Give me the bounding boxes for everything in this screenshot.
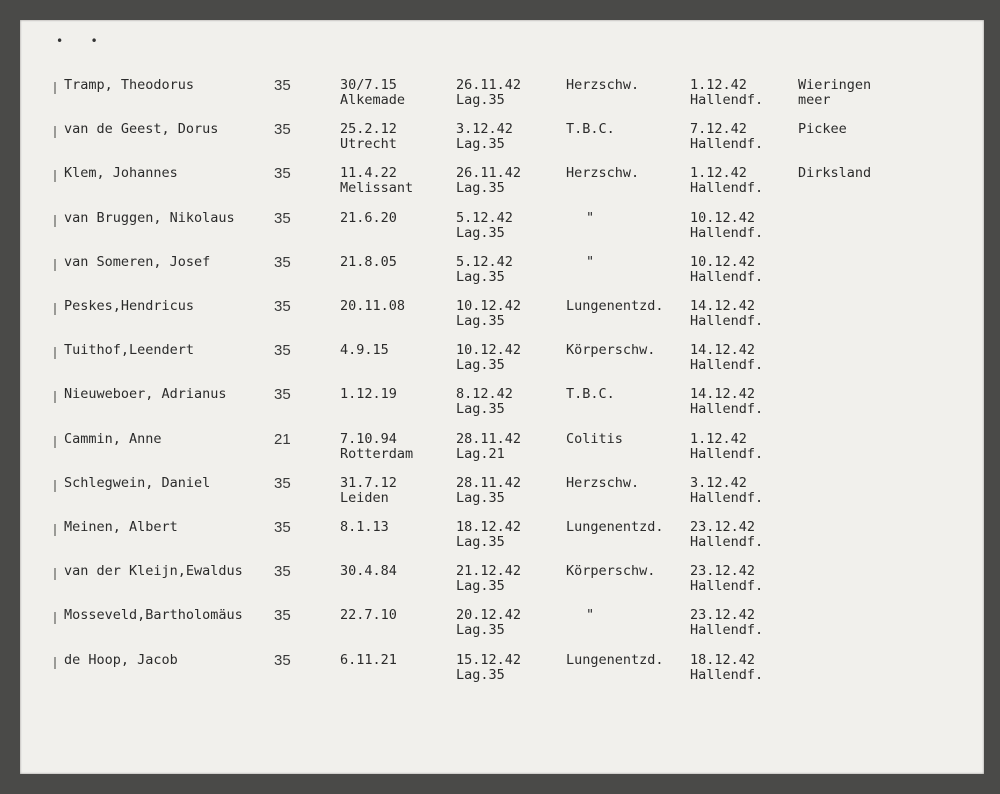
birth-date: 1.12.19 <box>340 386 397 403</box>
cause-of-death: Lungenentzd. <box>566 519 664 535</box>
birth-date-cell <box>340 255 397 270</box>
death-date: 1.12.42 <box>690 430 747 447</box>
cause-of-death-cell <box>566 255 594 270</box>
birth-date: 30.4.84 <box>340 563 397 580</box>
camp-number: Lag.35 <box>456 534 505 550</box>
age-cell <box>274 343 291 358</box>
birth-place: Utrecht <box>340 136 397 153</box>
death-date-cell <box>690 387 763 417</box>
admission-date-cell <box>456 608 521 638</box>
cause-of-death-cell <box>566 432 623 447</box>
margin-mark <box>54 480 56 492</box>
death-date: 1.12.42 <box>690 165 747 182</box>
admission-date: 20.12.42 <box>456 607 522 624</box>
person-name: Klem, Johannes <box>64 165 178 182</box>
cause-of-death-cell <box>566 78 639 93</box>
camp-number: Lag.35 <box>456 136 505 153</box>
admission-date-cell <box>456 653 521 683</box>
cause-of-death: Herzschw. <box>566 474 640 491</box>
cause-of-death: T.B.C. <box>566 121 615 138</box>
person-name-cell <box>64 211 235 226</box>
birth-date: 22.7.10 <box>340 607 397 624</box>
admission-date: 15.12.42 <box>456 651 522 668</box>
admission-date: 5.12.42 <box>456 209 513 226</box>
age-cell <box>274 432 291 447</box>
person-name-cell <box>64 255 210 270</box>
age-cell <box>274 520 291 535</box>
death-date-cell <box>690 520 763 550</box>
person-name-cell <box>64 166 178 181</box>
person-name: Meinen, Albert <box>64 519 178 535</box>
margin-mark <box>54 347 56 359</box>
person-name: Tuithof,Leendert <box>64 342 195 359</box>
register-row <box>20 343 984 387</box>
admission-date: 18.12.42 <box>456 519 522 535</box>
death-location: Hallendf. <box>690 622 764 639</box>
age: 35 <box>274 563 291 581</box>
margin-mark <box>54 259 56 271</box>
death-date: 10.12.42 <box>690 253 756 270</box>
birth-date-cell <box>340 653 397 668</box>
camp-number: Lag.35 <box>456 313 505 329</box>
death-location: Hallendf. <box>690 445 764 462</box>
register-row <box>20 564 984 608</box>
death-location: Hallendf. <box>690 180 764 197</box>
birth-date-cell <box>340 211 397 226</box>
birth-date: 4.9.15 <box>340 342 389 359</box>
home-place-cell <box>798 78 871 108</box>
death-location: Hallendf. <box>690 268 764 285</box>
cause-of-death: Körperschw. <box>566 342 656 359</box>
admission-date: 10.12.42 <box>456 342 522 359</box>
birth-date: 6.11.21 <box>340 651 397 668</box>
birth-date: 11.4.22 <box>340 165 397 182</box>
birth-date-cell <box>340 476 397 506</box>
camp-number: Lag.35 <box>456 489 505 506</box>
person-name-cell <box>64 564 243 579</box>
person-name-cell <box>64 299 194 314</box>
person-name: de Hoop, Jacob <box>64 651 178 668</box>
person-name-cell <box>64 520 178 535</box>
age: 35 <box>274 77 291 94</box>
margin-mark <box>54 568 56 580</box>
death-date-cell <box>690 653 763 683</box>
birth-date-cell <box>340 564 397 579</box>
age: 35 <box>274 253 291 271</box>
cause-of-death-cell <box>566 608 594 623</box>
person-name-cell <box>64 476 210 491</box>
admission-date-cell <box>456 387 513 417</box>
register-row <box>20 166 984 210</box>
death-date-cell <box>690 122 763 152</box>
margin-mark <box>54 126 56 138</box>
death-location: Hallendf. <box>690 489 764 506</box>
birth-place: Alkemade <box>340 92 406 108</box>
cause-of-death: Herzschw. <box>566 165 640 182</box>
death-date-cell <box>690 211 763 241</box>
age-cell <box>274 564 291 579</box>
death-date: 14.12.42 <box>690 386 756 403</box>
birth-date: 20.11.08 <box>340 298 406 314</box>
death-date-cell <box>690 255 763 285</box>
death-location: Hallendf. <box>690 92 764 108</box>
camp-number: Lag.35 <box>456 578 505 595</box>
age: 21 <box>274 430 291 448</box>
birth-date-cell <box>340 343 389 358</box>
death-date-cell <box>690 608 763 638</box>
person-name-cell <box>64 343 194 358</box>
margin-mark <box>54 215 56 227</box>
age: 35 <box>274 121 291 139</box>
cause-of-death: Colitis <box>566 430 623 447</box>
header-marks: • • <box>56 34 108 48</box>
cause-of-death: " <box>586 209 595 226</box>
camp-number: Lag.35 <box>456 268 505 285</box>
margin-mark <box>54 82 56 94</box>
person-name-cell <box>64 653 178 668</box>
birth-date: 8.1.13 <box>340 519 389 535</box>
death-location: Hallendf. <box>690 666 764 683</box>
death-date-cell <box>690 343 763 373</box>
birth-place: Rotterdam <box>340 445 414 462</box>
admission-date: 21.12.42 <box>456 563 522 580</box>
death-location: Hallendf. <box>690 401 764 418</box>
admission-date-cell <box>456 520 521 550</box>
age: 35 <box>274 386 291 404</box>
camp-number: Lag.35 <box>456 666 505 683</box>
admission-date: 28.11.42 <box>456 474 522 491</box>
age-cell <box>274 653 291 668</box>
cause-of-death-cell <box>566 564 655 579</box>
person-name-cell <box>64 608 243 623</box>
death-date: 23.12.42 <box>690 607 756 624</box>
death-date: 23.12.42 <box>690 563 756 580</box>
death-date: 18.12.42 <box>690 651 756 668</box>
margin-mark <box>54 436 56 448</box>
register-row <box>20 432 984 476</box>
age: 35 <box>274 651 291 669</box>
birth-date-cell <box>340 78 405 108</box>
register-row <box>20 653 984 697</box>
cause-of-death: Körperschw. <box>566 563 656 580</box>
age-cell <box>274 299 291 314</box>
margin-mark <box>54 524 56 536</box>
person-name: van Bruggen, Nikolaus <box>64 209 235 226</box>
admission-date-cell <box>456 343 521 373</box>
birth-date: 30/7.15 <box>340 77 397 93</box>
register-row <box>20 608 984 652</box>
death-date: 23.12.42 <box>690 519 756 535</box>
birth-place: Melissant <box>340 180 414 197</box>
birth-date-cell <box>340 608 397 623</box>
camp-number: Lag.35 <box>456 224 505 241</box>
age-cell <box>274 122 291 137</box>
birth-date-cell <box>340 520 389 535</box>
death-date-cell <box>690 432 763 462</box>
cause-of-death: Herzschw. <box>566 77 640 93</box>
admission-date-cell <box>456 122 513 152</box>
cause-of-death-cell <box>566 476 639 491</box>
cause-of-death-cell <box>566 387 615 402</box>
register-row <box>20 476 984 520</box>
cause-of-death: Lungenentzd. <box>566 298 664 314</box>
death-date-cell <box>690 78 763 108</box>
age-cell <box>274 166 291 181</box>
age: 35 <box>274 165 291 183</box>
person-name: van de Geest, Dorus <box>64 121 219 138</box>
death-date: 1.12.42 <box>690 77 747 93</box>
cause-of-death: Lungenentzd. <box>566 651 664 668</box>
age: 35 <box>274 342 291 360</box>
register-row <box>20 299 984 343</box>
person-name: Mosseveld,Bartholomäus <box>64 607 243 624</box>
admission-date: 26.11.42 <box>456 165 522 182</box>
document-page <box>20 20 984 774</box>
register-row <box>20 122 984 166</box>
camp-number: Lag.35 <box>456 92 505 108</box>
admission-date: 8.12.42 <box>456 386 513 403</box>
cause-of-death-cell <box>566 166 639 181</box>
admission-date-cell <box>456 299 521 329</box>
register-row <box>20 387 984 431</box>
birth-date: 31.7.12 <box>340 474 397 491</box>
person-name: Nieuweboer, Adrianus <box>64 386 227 403</box>
person-name-cell <box>64 387 227 402</box>
admission-date-cell <box>456 78 521 108</box>
death-location: Hallendf. <box>690 357 764 374</box>
cause-of-death: T.B.C. <box>566 386 615 403</box>
register-row <box>20 211 984 255</box>
admission-date-cell <box>456 476 521 506</box>
age: 35 <box>274 298 291 315</box>
death-date: 14.12.42 <box>690 298 756 314</box>
death-location: Hallendf. <box>690 313 764 329</box>
age-cell <box>274 255 291 270</box>
person-name: van Someren, Josef <box>64 253 211 270</box>
person-name: Peskes,Hendricus <box>64 298 195 314</box>
home-place-cell <box>798 122 847 137</box>
home-place: Wieringen <box>798 77 872 93</box>
death-date: 14.12.42 <box>690 342 756 359</box>
person-name-cell <box>64 432 162 447</box>
birth-date: 7.10.94 <box>340 430 397 447</box>
register-row <box>20 255 984 299</box>
death-location: Hallendf. <box>690 136 764 153</box>
death-date: 3.12.42 <box>690 474 747 491</box>
admission-date: 3.12.42 <box>456 121 513 138</box>
death-location: Hallendf. <box>690 578 764 595</box>
admission-date-cell <box>456 255 513 285</box>
cause-of-death-cell <box>566 211 594 226</box>
admission-date-cell <box>456 211 513 241</box>
death-date: 10.12.42 <box>690 209 756 226</box>
camp-number: Lag.21 <box>456 445 505 462</box>
death-date-cell <box>690 166 763 196</box>
admission-date: 5.12.42 <box>456 253 513 270</box>
age-cell <box>274 78 291 93</box>
register-row <box>20 520 984 564</box>
cause-of-death: " <box>586 253 595 270</box>
birth-place: Leiden <box>340 489 389 506</box>
cause-of-death: " <box>586 607 595 624</box>
cause-of-death-cell <box>566 299 664 314</box>
camp-number: Lag.35 <box>456 357 505 374</box>
cause-of-death-cell <box>566 122 615 137</box>
home-place-line2: meer <box>798 92 831 108</box>
birth-date-cell <box>340 299 405 314</box>
admission-date: 26.11.42 <box>456 77 522 93</box>
person-name: Tramp, Theodorus <box>64 77 195 93</box>
person-name: Schlegwein, Daniel <box>64 474 211 491</box>
admission-date-cell <box>456 432 521 462</box>
person-name: van der Kleijn,Ewaldus <box>64 563 243 580</box>
margin-mark <box>54 391 56 403</box>
age-cell <box>274 476 291 491</box>
age: 35 <box>274 607 291 625</box>
death-date-cell <box>690 299 763 329</box>
margin-mark <box>54 657 56 669</box>
age-cell <box>274 608 291 623</box>
birth-date: 25.2.12 <box>340 121 397 138</box>
birth-date: 21.6.20 <box>340 209 397 226</box>
death-date: 7.12.42 <box>690 121 747 138</box>
admission-date-cell <box>456 166 521 196</box>
camp-number: Lag.35 <box>456 401 505 418</box>
margin-mark <box>54 612 56 624</box>
age-cell <box>274 387 291 402</box>
death-location: Hallendf. <box>690 534 764 550</box>
death-location: Hallendf. <box>690 224 764 241</box>
age: 35 <box>274 474 291 492</box>
age: 35 <box>274 209 291 227</box>
register-row <box>20 78 984 122</box>
birth-date-cell <box>340 166 413 196</box>
age: 35 <box>274 519 291 536</box>
birth-date: 21.8.05 <box>340 253 397 270</box>
home-place: Dirksland <box>798 165 872 182</box>
admission-date-cell <box>456 564 521 594</box>
age-cell <box>274 211 291 226</box>
camp-number: Lag.35 <box>456 180 505 197</box>
margin-mark <box>54 170 56 182</box>
death-date-cell <box>690 564 763 594</box>
margin-mark <box>54 303 56 315</box>
cause-of-death-cell <box>566 653 664 668</box>
death-date-cell <box>690 476 763 506</box>
birth-date-cell <box>340 122 397 152</box>
admission-date: 28.11.42 <box>456 430 522 447</box>
home-place: Pickee <box>798 121 847 138</box>
person-name: Cammin, Anne <box>64 430 162 447</box>
birth-date-cell <box>340 387 397 402</box>
birth-date-cell <box>340 432 413 462</box>
person-name-cell <box>64 78 194 93</box>
home-place-cell <box>798 166 871 181</box>
camp-number: Lag.35 <box>456 622 505 639</box>
cause-of-death-cell <box>566 343 655 358</box>
admission-date: 10.12.42 <box>456 298 522 314</box>
person-name-cell <box>64 122 218 137</box>
cause-of-death-cell <box>566 520 664 535</box>
